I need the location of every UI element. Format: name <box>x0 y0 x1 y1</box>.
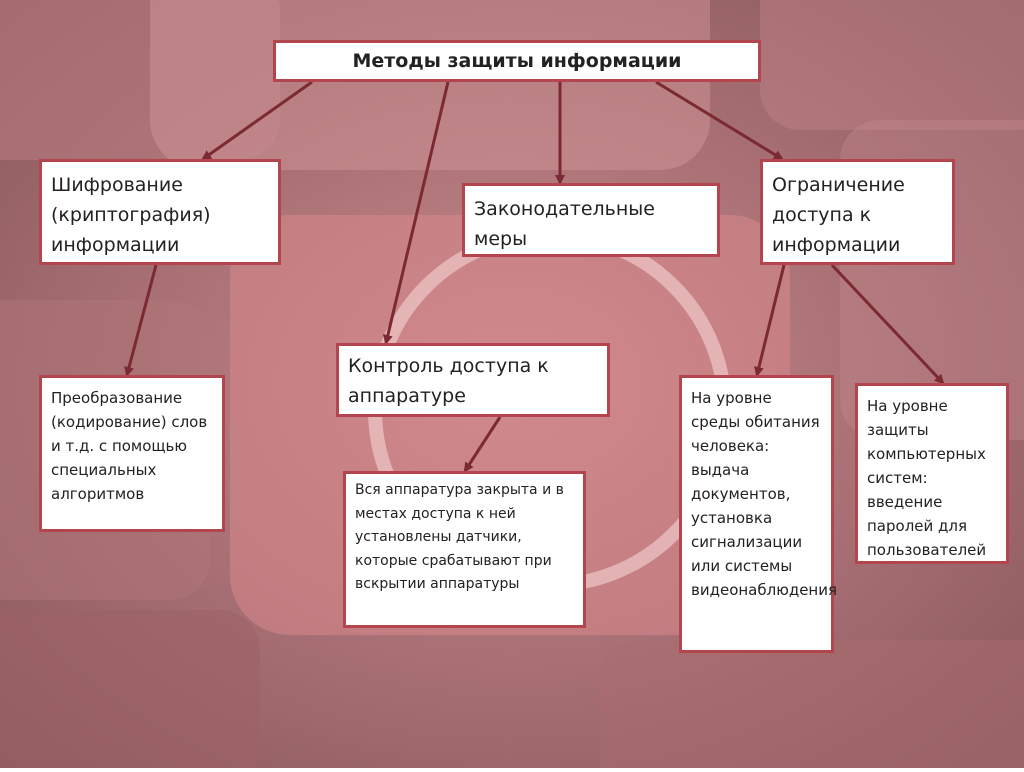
arrow-restrict-to-comp <box>832 265 943 383</box>
node-hardware-access-control: Контроль доступа к аппаратуре <box>336 343 610 417</box>
arrow-cipher-to-transform <box>127 265 156 375</box>
arrow-title-to-hw-control <box>386 82 448 343</box>
node-encryption: Шифрование (криптография) информации <box>39 159 281 265</box>
arrow-title-to-cipher <box>203 82 312 159</box>
node-hardware-sensors: Вся аппаратура закрыта и в местах доступа к ней установлены датчики, которые срабатывают при вскрытии аппаратуры <box>343 471 586 628</box>
arrow-title-to-restrict <box>656 82 782 159</box>
arrow-restrict-to-env <box>757 265 784 375</box>
node-computer-systems-level: На уровне защиты компьютерных систем: введение паролей для пользователей <box>855 383 1009 564</box>
node-access-restriction: Ограничение доступа к информации <box>760 159 955 265</box>
node-environment-level: На уровне среды обитания человека: выдача документов, установка сигнализации или системы видеонаблюдения <box>679 375 834 653</box>
arrow-hw-control-to-detail <box>465 417 500 471</box>
diagram-title: Методы защиты информации <box>273 40 761 82</box>
node-legislative-measures: Законодательные меры <box>462 183 720 257</box>
node-transformation: Преобразование (кодирование) слов и т.д. с помощью специальных алгоритмов <box>39 375 225 532</box>
